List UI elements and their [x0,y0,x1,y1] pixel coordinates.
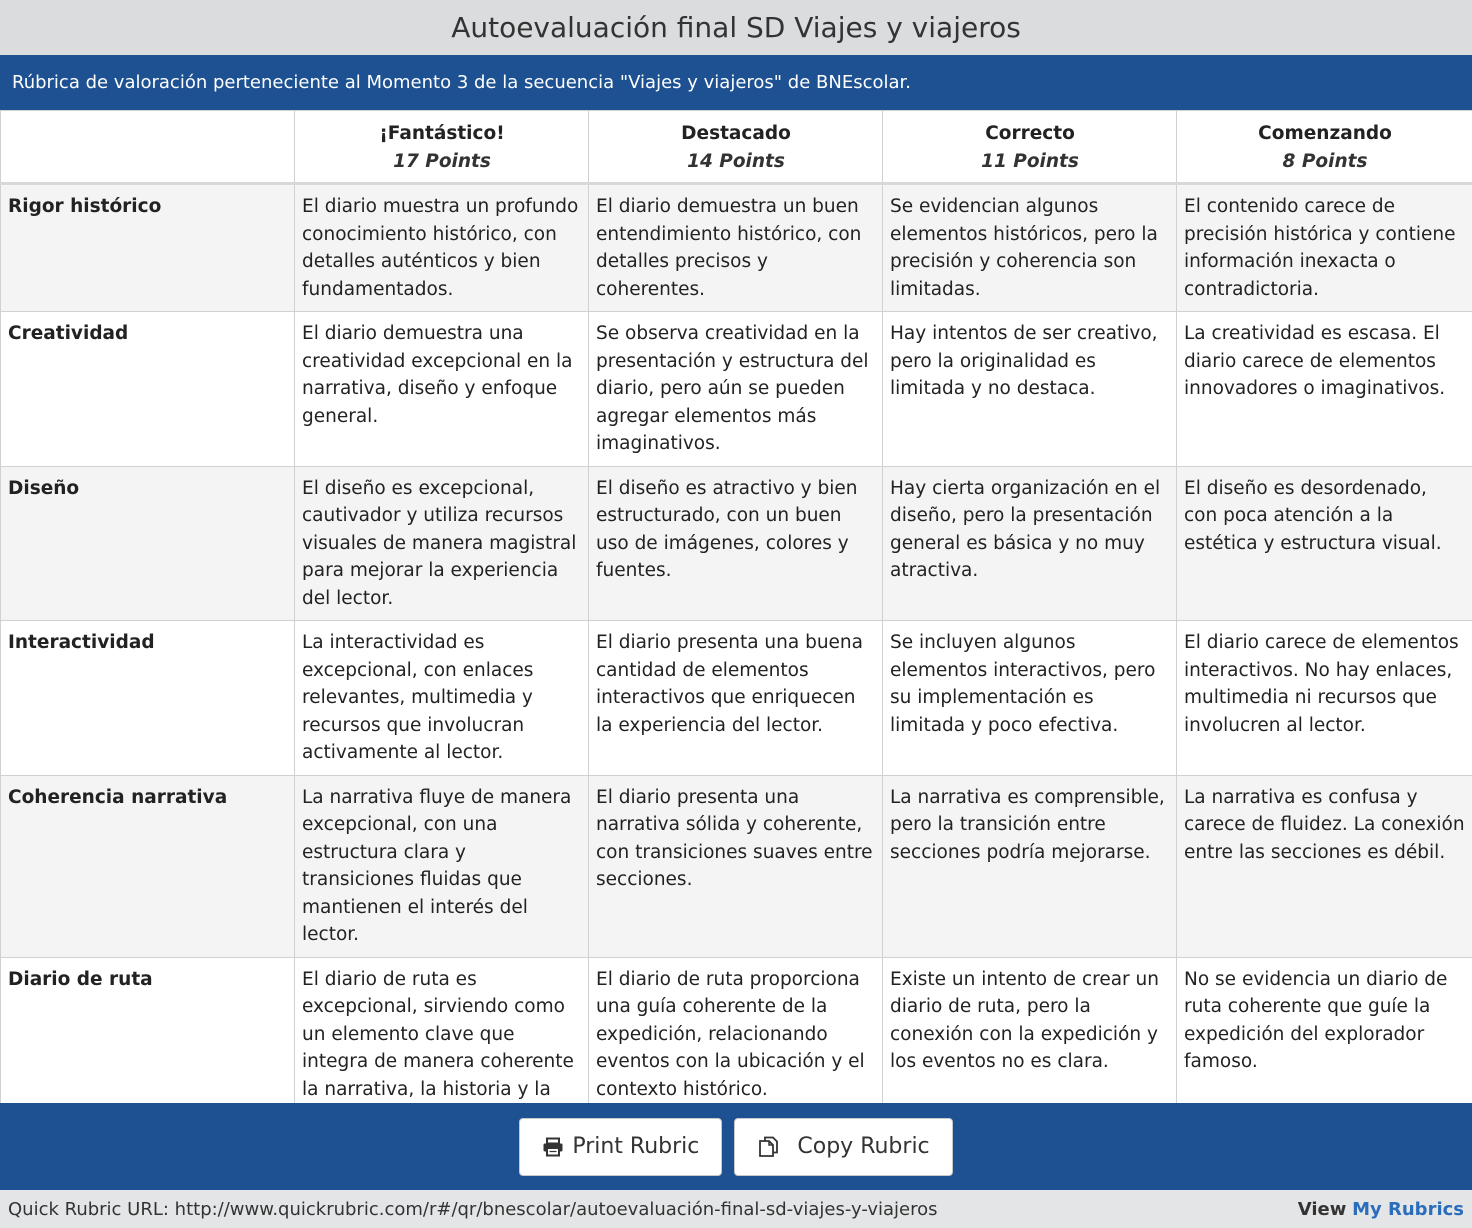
rubric-cell: No se evidencia un diario de ruta coherente que guíe la expedición del explorador famoso. [1177,957,1472,1139]
rubric-cell: Se evidencian algunos elementos históricos, pero la precisión y coherencia son limitadas. [883,184,1177,312]
copy-rubric-label: Copy Rubric [797,1134,930,1159]
level-points: 8 Points [1282,150,1368,172]
print-rubric-button[interactable] [519,1118,722,1176]
my-rubrics-link[interactable]: My Rubrics [1352,1198,1464,1220]
level-points: 11 Points [981,150,1079,172]
criterion-name: Diario de ruta [1,957,295,1139]
criteria-header-empty [1,111,295,184]
level-name: ¡Fantástico! [379,123,505,144]
criterion-name: Interactividad [1,621,295,776]
rubric-cell: Hay cierta organización en el diseño, pero la presentación general es básica y no muy atractiva. [883,466,1177,621]
level-header [883,111,1177,184]
action-bar [0,1103,1472,1190]
level-name: Correcto [985,123,1075,144]
rubric-cell: El diario demuestra una creatividad excepcional en la narrativa, diseño y enfoque general. [295,312,589,467]
header-row [1,111,1472,184]
rubric-cell: El diario presenta una buena cantidad de elementos interactivos que enriquecen la experiencia del lector. [589,621,883,776]
rubric-cell: Hay intentos de ser creativo, pero la originalidad es limitada y no destaca. [883,312,1177,467]
table-row [1,466,1472,621]
table-row [1,775,1472,957]
rubric-cell: La narrativa fluye de manera excepcional, con una estructura clara y transiciones fluidas que mantienen el interés del lector. [295,775,589,957]
rubric-cell: La creatividad es escasa. El diario carece de elementos innovadores o imaginativos. [1177,312,1472,467]
level-name: Destacado [681,123,791,144]
criterion-name: Creatividad [1,312,295,467]
page-title: Autoevaluación final SD Viajes y viajeros [0,0,1472,55]
rubric-cell: El diseño es excepcional, cautivador y utiliza recursos visuales de manera magistral para mejorar la experiencia del lector. [295,466,589,621]
rubric-cell: El diario de ruta proporciona una guía coherente de la expedición, relacionando eventos con la ubicación y el contexto histórico. [589,957,883,1139]
rubric-cell: Se observa creatividad en la presentación y estructura del diario, pero aún se pueden agregar elementos más imaginativos. [589,312,883,467]
rubric-cell: El diario muestra un profundo conocimiento histórico, con detalles auténticos y bien fundamentados. [295,184,589,312]
table-row [1,312,1472,467]
rubric-description: Rúbrica de valoración perteneciente al Momento 3 de la secuencia "Viajes y viajeros" de BNEscolar. [0,55,1472,110]
rubric-cell: El diseño es atractivo y bien estructurado, con un buen uso de imágenes, colores y fuentes. [589,466,883,621]
criterion-name: Coherencia narrativa [1,775,295,957]
criterion-name: Diseño [1,466,295,621]
rubric-cell: Se incluyen algunos elementos interactivos, pero su implementación es limitada y poco efectiva. [883,621,1177,776]
level-header [589,111,883,184]
rubric-cell: La narrativa es comprensible, pero la transición entre secciones podría mejorarse. [883,775,1177,957]
rubric-cell: Existe un intento de crear un diario de ruta, pero la conexión con la expedición y los eventos no es clara. [883,957,1177,1139]
level-points: 17 Points [393,150,491,172]
rubric-cell: El diario carece de elementos interactivos. No hay enlaces, multimedia ni recursos que involucren al lector. [1177,621,1472,776]
rubric-cell: El diseño es desordenado, con poca atención a la estética y estructura visual. [1177,466,1472,621]
copy-rubric-button[interactable] [734,1118,952,1176]
rubric-table [0,110,1472,1140]
print-rubric-label: Print Rubric [572,1134,700,1159]
copy-icon [757,1136,781,1158]
rubric-cell: El diario presenta una narrativa sólida y coherente, con transiciones suaves entre secciones. [589,775,883,957]
table-row [1,184,1472,312]
table-row [1,621,1472,776]
view-label: View [1297,1198,1347,1220]
level-header [1177,111,1472,184]
level-header [295,111,589,184]
rubric-cell: El diario de ruta es excepcional, sirviendo como un elemento clave que integra de manera coherente la narrativa, la historia y la [295,957,589,1139]
level-points: 14 Points [687,150,785,172]
rubric-cell: El diario demuestra un buen entendimiento histórico, con detalles precisos y coherentes. [589,184,883,312]
rubric-cell: La narrativa es confusa y carece de fluidez. La conexión entre las secciones es débil. [1177,775,1472,957]
view-my-rubrics [1298,1199,1464,1220]
level-name: Comenzando [1258,123,1392,144]
criterion-name: Rigor histórico [1,184,295,312]
printer-icon [542,1137,564,1157]
rubric-cell: La interactividad es excepcional, con enlaces relevantes, multimedia y recursos que involucran activamente al lector. [295,621,589,776]
rubric-cell: El contenido carece de precisión histórica y contiene información inexacta o contradictoria. [1177,184,1472,312]
footer-bar [0,1190,1472,1228]
quick-rubric-url: Quick Rubric URL: http://www.quickrubric.com/r#/qr/bnescolar/autoevaluación-final-sd-viajes-y-viajeros [8,1198,938,1220]
